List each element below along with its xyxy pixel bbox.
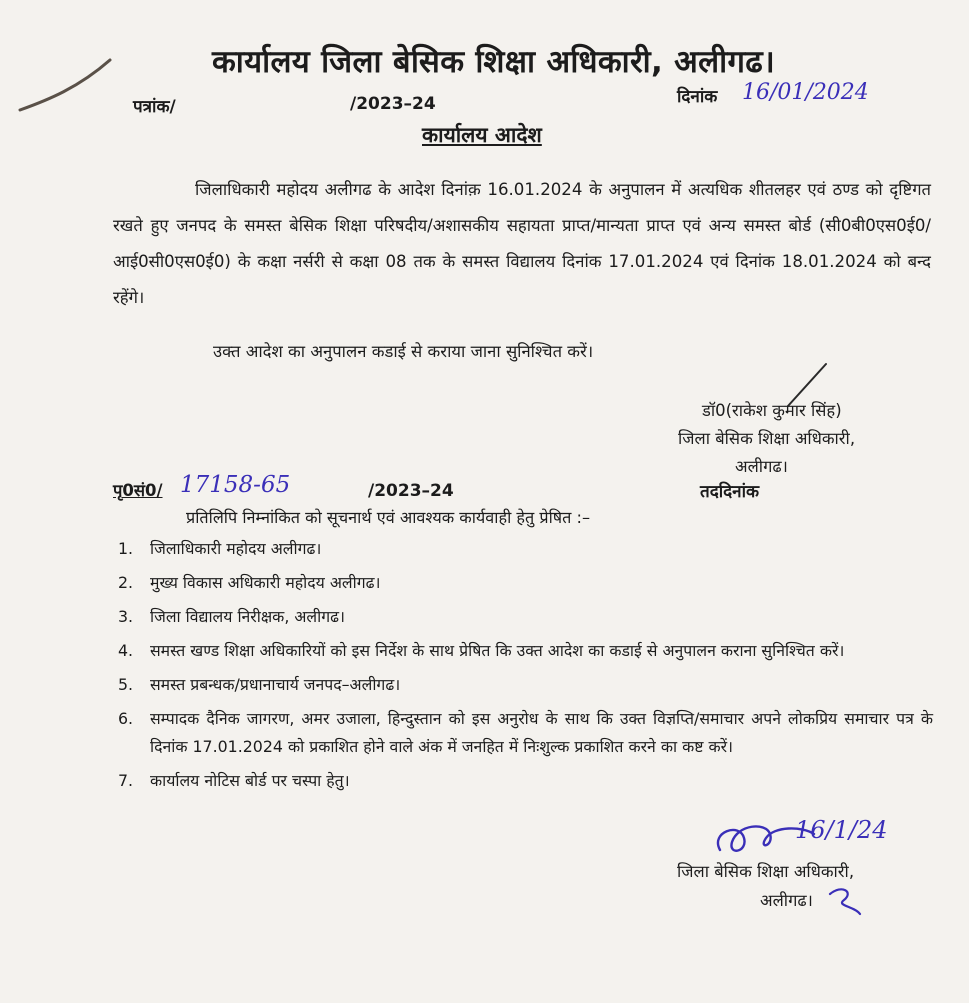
copy-intro: प्रतिलिपि निम्नांकित को सूचनार्थ एवं आवश्यक कार्यवाही हेतु प्रेषित :– [186,508,591,527]
list-item: 7. कार्यालय नोटिस बोर्ड पर चस्पा हेतु। [118,771,350,790]
order-paragraph-1: जिलाधिकारी महोदय अलीगढ के आदेश दिनांक़ 16.01.2024 के अनुपालन में अत्यधिक शीतलहर एवं ठण्ड को दृष्टिगत रखते हुए जनपद के समस्त बेसिक शिक्षा परिषदीय/अशासकीय सहायता प्राप्त/मान्यता प्राप्त एवं अन्य समस्त बोर्ड (सी0बी0एस0ई0/आई0सी0एस0ई0) के कक्षा नर्सरी से कक्षा 08 तक के समस्त विद्यालय दिनांक 17.01.2024 एवं दिनांक 18.01.2024 को बन्द रहेंगे। [113,180,931,307]
pen-stroke-mark [18,52,118,122]
patrank-label: पत्रांक/ [133,97,176,117]
signatory-place-2: अलीगढ। [760,891,813,910]
signatory-designation: जिला बेसिक शिक्षा अधिकारी, [678,429,856,448]
order-paragraph-2: उक्त आदेश का अनुपालन कडाई से कराया जाना सुनिश्चित करें। [213,342,594,361]
copy-ref-underline [113,499,788,500]
list-item: 2. मुख्य विकास अधिकारी महोदय अलीगढ। [118,573,381,592]
signatory-designation-2: जिला बेसिक शिक्षा अधिकारी, [677,862,855,881]
list-item: 3. जिला विद्यालय निरीक्षक, अलीगढ। [118,607,346,626]
list-item: 4. समस्त खण्ड शिक्षा अधिकारियों को इस निर्देश के साथ प्रेषित कि उक्त आदेश का कडाई से अनुपालन कराना सुनिश्चित करें। [118,641,845,660]
recipient-list [118,535,933,801]
handwritten-date-2: 16/1/24 [795,816,888,844]
patrank-session: /2023–24 [350,94,436,114]
copy-ref-number: 17158-65 [180,472,291,498]
copy-ref-same-date: तददिनांक [700,482,760,502]
list-item: 6. सम्पादक दैनिक जागरण, अमर उजाला, हिन्दुस्तान को इस अनुरोध के साथ कि उक्त विज्ञप्ति/समाचार अपने लोकप्रिय समाचार पत्र के दिनांक 17.01.2024 को प्रकाशित होने वाले अंक में जनहित में निःशुल्क प्रकाशित करने का कष्ट करें। [118,709,933,756]
office-title: कार्यालय जिला बेसिक शिक्षा अधिकारी, अलीगढ। [212,44,776,80]
signatory-place: अलीगढ। [735,457,788,476]
handwritten-date: 16/01/2024 [742,80,869,105]
list-item: 5. समस्त प्रबन्धक/प्रधानाचार्य जनपद–अलीगढ। [118,675,401,694]
copy-ref-label: पृ0सं0/ [113,481,163,500]
order-heading: कार्यालय आदेश [422,123,542,147]
initials-scribble [826,884,866,920]
signatory-name: डॉ0(राकेश कुमार सिंह) [702,401,842,420]
list-item: 1. जिलाधिकारी महोदय अलीगढ। [118,539,322,558]
copy-ref-session: /2023–24 [368,481,454,501]
date-label: दिनांक [677,87,718,107]
